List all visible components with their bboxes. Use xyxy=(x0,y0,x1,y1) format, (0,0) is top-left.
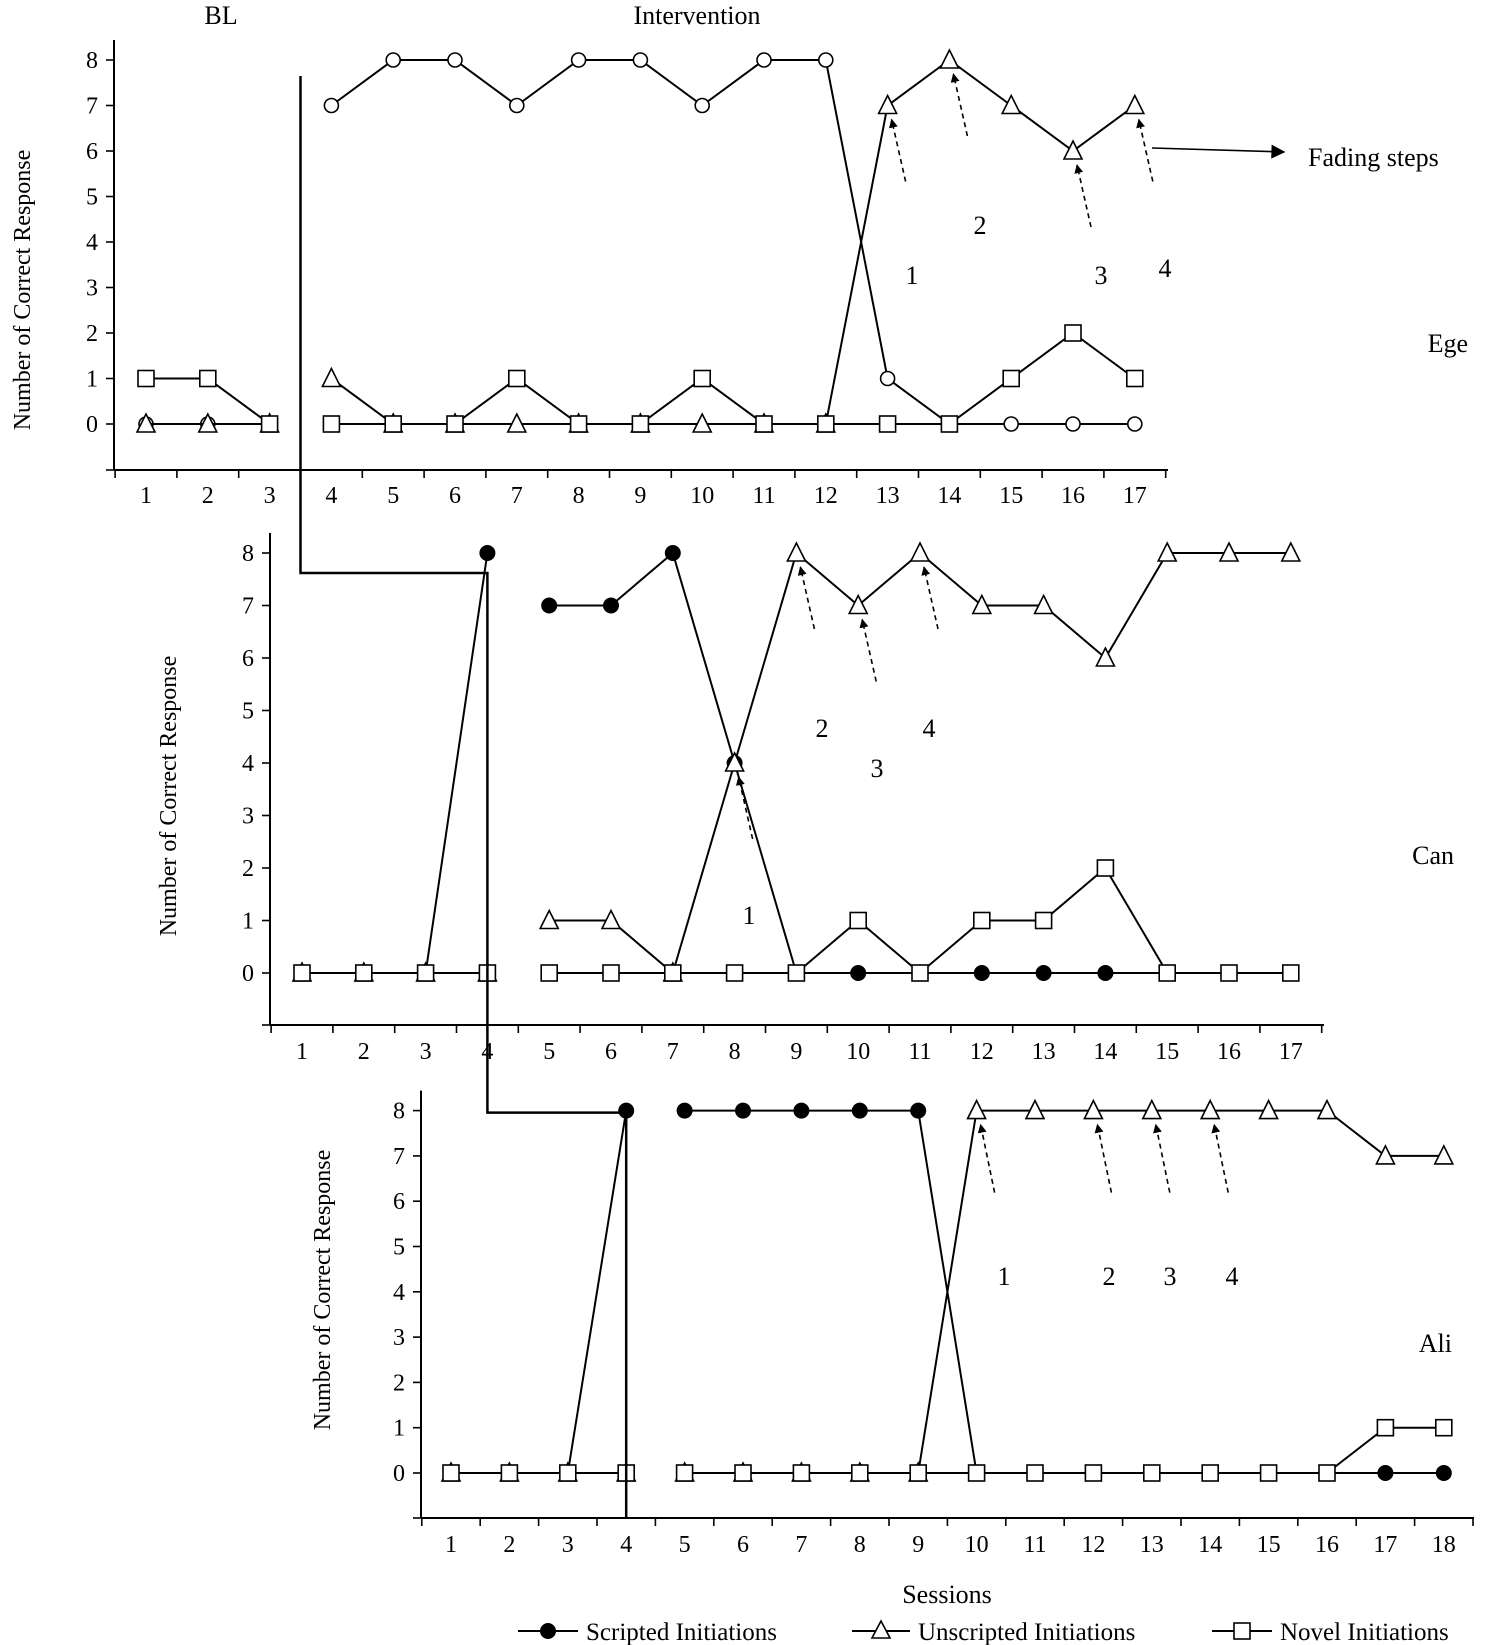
x-tick-label: 1 xyxy=(140,483,152,509)
x-tick-label: 8 xyxy=(728,1039,741,1065)
data-point xyxy=(940,50,958,68)
x-tick-label: 6 xyxy=(605,1039,617,1065)
x-tick-label: 13 xyxy=(1139,1532,1164,1558)
x-tick-label: 2 xyxy=(201,483,214,509)
x-tick-label: 15 xyxy=(999,483,1024,509)
x-tick-label: 5 xyxy=(387,483,400,509)
data-point xyxy=(912,965,928,981)
x-tick-label: 1 xyxy=(445,1532,457,1558)
series-line xyxy=(451,1111,626,1473)
legend-label-novel: Novel Initiations xyxy=(1280,1619,1449,1645)
y-tick-label: 2 xyxy=(393,1370,405,1397)
data-point xyxy=(793,1103,809,1119)
panels xyxy=(10,40,1474,1558)
data-point xyxy=(787,543,805,561)
y-axis-title: Number of Correct Response xyxy=(156,655,182,937)
x-tick-label: 4 xyxy=(620,1532,633,1558)
x-tick-label: 15 xyxy=(1155,1039,1180,1065)
data-point xyxy=(880,416,896,432)
y-tick-label: 7 xyxy=(86,93,98,120)
x-tick-label: 9 xyxy=(912,1532,925,1558)
x-tick-label: 3 xyxy=(263,483,276,509)
x-tick-label: 8 xyxy=(853,1532,866,1558)
x-tick-label: 1 xyxy=(296,1039,308,1065)
x-tick-label: 13 xyxy=(875,483,900,509)
data-point xyxy=(735,1465,751,1481)
data-point xyxy=(1377,1465,1393,1481)
fading-step-arrow xyxy=(924,567,938,629)
fading-step-arrow xyxy=(1214,1125,1228,1193)
x-tick-label: 3 xyxy=(419,1039,432,1065)
data-point xyxy=(633,53,647,67)
x-tick-label: 6 xyxy=(737,1532,749,1558)
legend-label-unscripted: Unscripted Initiations xyxy=(918,1619,1136,1645)
x-tick-label: 2 xyxy=(503,1532,516,1558)
y-tick-label: 0 xyxy=(393,1461,405,1487)
phase-label-baseline: BL xyxy=(204,1,238,30)
fading-step-arrow xyxy=(1139,120,1153,182)
x-tick-label: 8 xyxy=(572,483,585,509)
y-tick-label: 8 xyxy=(393,1098,405,1125)
data-point xyxy=(1065,325,1081,341)
data-point xyxy=(1003,371,1019,387)
x-tick-label: 9 xyxy=(790,1039,803,1065)
data-point xyxy=(509,371,525,387)
x-tick-label: 10 xyxy=(964,1532,989,1558)
x-tick-label: 17 xyxy=(1278,1039,1303,1065)
data-point xyxy=(418,965,434,981)
fading-step-label: 1 xyxy=(742,901,756,930)
data-point xyxy=(665,545,681,561)
data-point xyxy=(560,1465,576,1481)
y-tick-label: 3 xyxy=(242,803,254,830)
fading-step-arrow xyxy=(1097,1125,1111,1193)
series-line xyxy=(549,553,1291,973)
data-point xyxy=(385,416,401,432)
data-point xyxy=(510,99,524,113)
participant-label: Ali xyxy=(1418,1329,1452,1358)
x-tick-label: 2 xyxy=(357,1039,370,1065)
data-point xyxy=(1085,1465,1101,1481)
x-tick-label: 7 xyxy=(666,1039,679,1065)
data-point xyxy=(1066,417,1080,431)
data-point xyxy=(677,1103,693,1119)
x-tick-label: 13 xyxy=(1031,1039,1056,1065)
fading-step-label: 4 xyxy=(1225,1262,1239,1291)
data-point xyxy=(756,416,772,432)
phase-label-intervention: Intervention xyxy=(633,1,761,30)
phase-change-line xyxy=(301,76,627,1518)
fading-step-arrow xyxy=(1077,165,1091,227)
y-tick-label: 2 xyxy=(86,321,98,347)
series-unscripted xyxy=(293,543,1300,981)
data-point xyxy=(1128,417,1142,431)
y-tick-label: 6 xyxy=(86,139,98,165)
x-tick-label: 3 xyxy=(561,1532,574,1558)
data-point xyxy=(735,1103,751,1119)
data-point xyxy=(727,965,743,981)
data-point xyxy=(910,1103,926,1119)
y-tick-label: 6 xyxy=(242,646,254,672)
data-point xyxy=(757,53,771,67)
x-tick-label: 14 xyxy=(937,483,962,509)
data-point xyxy=(677,1465,693,1481)
y-tick-label: 1 xyxy=(86,366,98,393)
y-tick-label: 7 xyxy=(242,593,254,620)
series-line xyxy=(549,553,1291,973)
y-tick-label: 5 xyxy=(242,698,254,725)
series-novel xyxy=(294,860,1299,981)
x-tick-label: 14 xyxy=(1198,1532,1223,1558)
data-point xyxy=(356,965,372,981)
x-tick-label: 6 xyxy=(449,483,461,509)
data-point xyxy=(694,371,710,387)
data-point xyxy=(200,371,216,387)
data-point xyxy=(1002,96,1020,114)
x-tick-label: 12 xyxy=(969,1039,994,1065)
data-point xyxy=(1036,913,1052,929)
fading-step-arrow xyxy=(981,1125,995,1193)
data-point xyxy=(695,99,709,113)
fading-steps-annotations xyxy=(739,74,1239,1291)
fading-step-arrow xyxy=(1156,1125,1170,1193)
fading-step-label: 2 xyxy=(1102,1262,1116,1291)
y-tick-label: 0 xyxy=(242,961,254,987)
fading-step-arrow xyxy=(862,620,876,682)
data-point xyxy=(294,965,310,981)
data-point xyxy=(1159,965,1175,981)
fading-steps-label: Fading steps xyxy=(1308,143,1439,172)
data-point xyxy=(571,416,587,432)
x-tick-label: 7 xyxy=(510,483,523,509)
data-point xyxy=(819,53,833,67)
x-tick-label: 17 xyxy=(1373,1532,1398,1558)
series-line xyxy=(331,60,1134,424)
data-point xyxy=(262,416,278,432)
x-tick-label: 11 xyxy=(752,483,776,509)
participant-label: Can xyxy=(1412,841,1454,870)
x-tick-label: 9 xyxy=(634,483,647,509)
data-point xyxy=(850,913,866,929)
x-tick-label: 15 xyxy=(1256,1532,1281,1558)
fading-step-label: 1 xyxy=(997,1262,1011,1291)
x-axis-title: Sessions xyxy=(902,1580,992,1609)
x-tick-label: 18 xyxy=(1431,1532,1456,1558)
y-tick-label: 4 xyxy=(242,751,254,777)
data-point xyxy=(1283,965,1299,981)
data-point xyxy=(969,1465,985,1481)
series-novel xyxy=(138,325,1143,432)
series-line xyxy=(549,868,1291,973)
data-point xyxy=(443,1465,459,1481)
data-point xyxy=(850,965,866,981)
data-point xyxy=(603,965,619,981)
y-tick-label: 5 xyxy=(86,184,98,211)
data-point xyxy=(1377,1420,1393,1436)
x-tick-label: 5 xyxy=(678,1532,691,1558)
data-point xyxy=(572,53,586,67)
series-line xyxy=(685,1111,1444,1473)
fading-step-label: 3 xyxy=(870,754,884,783)
y-tick-label: 8 xyxy=(86,48,98,74)
data-point xyxy=(941,416,957,432)
data-point xyxy=(1027,1465,1043,1481)
data-point xyxy=(1221,965,1237,981)
fading-step-label: 3 xyxy=(1094,261,1108,290)
x-tick-label: 10 xyxy=(690,483,715,509)
x-tick-label: 17 xyxy=(1122,483,1147,509)
fading-step-label: 3 xyxy=(1163,1262,1177,1291)
data-point xyxy=(1127,371,1143,387)
fading-step-label: 1 xyxy=(905,261,919,290)
fading-step-arrow xyxy=(892,120,906,182)
fading-step-arrow xyxy=(800,567,814,629)
series-novel xyxy=(443,1420,1452,1481)
data-point xyxy=(818,416,834,432)
y-tick-label: 8 xyxy=(242,541,254,567)
y-tick-label: 6 xyxy=(393,1189,405,1216)
series-scripted xyxy=(139,53,1142,431)
fading-step-label: 4 xyxy=(1158,254,1172,283)
fading-step-label: 2 xyxy=(973,211,987,240)
x-tick-label: 11 xyxy=(1023,1532,1047,1558)
x-tick-label: 12 xyxy=(813,483,838,509)
series-scripted xyxy=(294,545,1299,981)
x-tick-label: 7 xyxy=(795,1532,808,1558)
data-point xyxy=(447,416,463,432)
data-point xyxy=(974,965,990,981)
data-point xyxy=(881,372,895,386)
data-point xyxy=(852,1103,868,1119)
y-tick-label: 1 xyxy=(242,908,254,935)
data-point xyxy=(1126,96,1144,114)
data-point xyxy=(1436,1420,1452,1436)
y-axis-title: Number of Correct Response xyxy=(10,149,36,431)
data-point xyxy=(603,598,619,614)
series-line xyxy=(331,60,1134,424)
y-tick-label: 7 xyxy=(393,1143,405,1170)
data-point xyxy=(665,965,681,981)
legend-label-scripted: Scripted Initiations xyxy=(586,1619,777,1645)
data-point xyxy=(323,416,339,432)
legend xyxy=(518,1619,1449,1645)
x-tick-label: 12 xyxy=(1081,1532,1106,1558)
data-point xyxy=(1064,141,1082,159)
data-point xyxy=(1004,417,1018,431)
y-tick-label: 3 xyxy=(86,275,98,302)
data-point xyxy=(386,53,400,67)
x-tick-label: 10 xyxy=(846,1039,871,1065)
data-point xyxy=(911,543,929,561)
data-point xyxy=(788,965,804,981)
y-axis-title: Number of Correct Response xyxy=(310,1149,336,1431)
y-tick-label: 2 xyxy=(242,856,254,882)
y-tick-label: 5 xyxy=(393,1234,405,1261)
data-point xyxy=(1436,1465,1452,1481)
y-tick-label: 4 xyxy=(393,1279,405,1306)
y-tick-label: 1 xyxy=(393,1415,405,1442)
data-point xyxy=(849,596,867,614)
fading-step-label: 4 xyxy=(922,714,936,743)
y-tick-label: 4 xyxy=(86,230,98,256)
y-tick-label: 3 xyxy=(393,1325,405,1352)
data-point xyxy=(541,598,557,614)
legend-marker-novel xyxy=(1234,1623,1250,1639)
data-point xyxy=(322,369,340,387)
data-point xyxy=(1097,860,1113,876)
participant-label: Ege xyxy=(1427,329,1468,358)
data-point xyxy=(910,1465,926,1481)
data-point xyxy=(879,96,897,114)
x-tick-label: 14 xyxy=(1093,1039,1118,1065)
data-point xyxy=(1144,1465,1160,1481)
data-point xyxy=(501,1465,517,1481)
data-point xyxy=(541,965,557,981)
fading-step-arrow xyxy=(953,74,967,136)
data-point xyxy=(793,1465,809,1481)
fading-step-arrow xyxy=(739,777,753,839)
data-point xyxy=(324,99,338,113)
panel-can xyxy=(156,533,1454,1065)
data-point xyxy=(974,913,990,929)
series-unscripted xyxy=(442,1101,1453,1481)
series-line xyxy=(685,1111,1444,1473)
x-tick-label: 11 xyxy=(908,1039,932,1065)
data-point xyxy=(1202,1465,1218,1481)
panel-ali xyxy=(310,1091,1474,1558)
data-point xyxy=(632,416,648,432)
x-tick-label: 4 xyxy=(325,483,338,509)
fading-steps-pointer-arrow xyxy=(1152,148,1284,152)
data-point xyxy=(138,371,154,387)
data-point xyxy=(1036,965,1052,981)
x-tick-label: 5 xyxy=(543,1039,556,1065)
series-unscripted xyxy=(137,50,1144,432)
data-point xyxy=(448,53,462,67)
y-tick-label: 0 xyxy=(86,412,98,438)
x-tick-label: 16 xyxy=(1061,483,1085,509)
x-tick-label: 16 xyxy=(1217,1039,1241,1065)
data-point xyxy=(1319,1465,1335,1481)
series-line xyxy=(302,553,487,973)
data-point xyxy=(1261,1465,1277,1481)
fading-step-label: 2 xyxy=(815,714,829,743)
panel-ege xyxy=(10,40,1468,509)
x-tick-label: 16 xyxy=(1315,1532,1339,1558)
data-point xyxy=(1097,965,1113,981)
legend-marker-unscripted xyxy=(872,1621,890,1638)
data-point xyxy=(852,1465,868,1481)
data-point xyxy=(479,545,495,561)
legend-marker-scripted xyxy=(540,1623,556,1639)
data-point xyxy=(1096,648,1114,666)
x-tick-label: 4 xyxy=(481,1039,494,1065)
